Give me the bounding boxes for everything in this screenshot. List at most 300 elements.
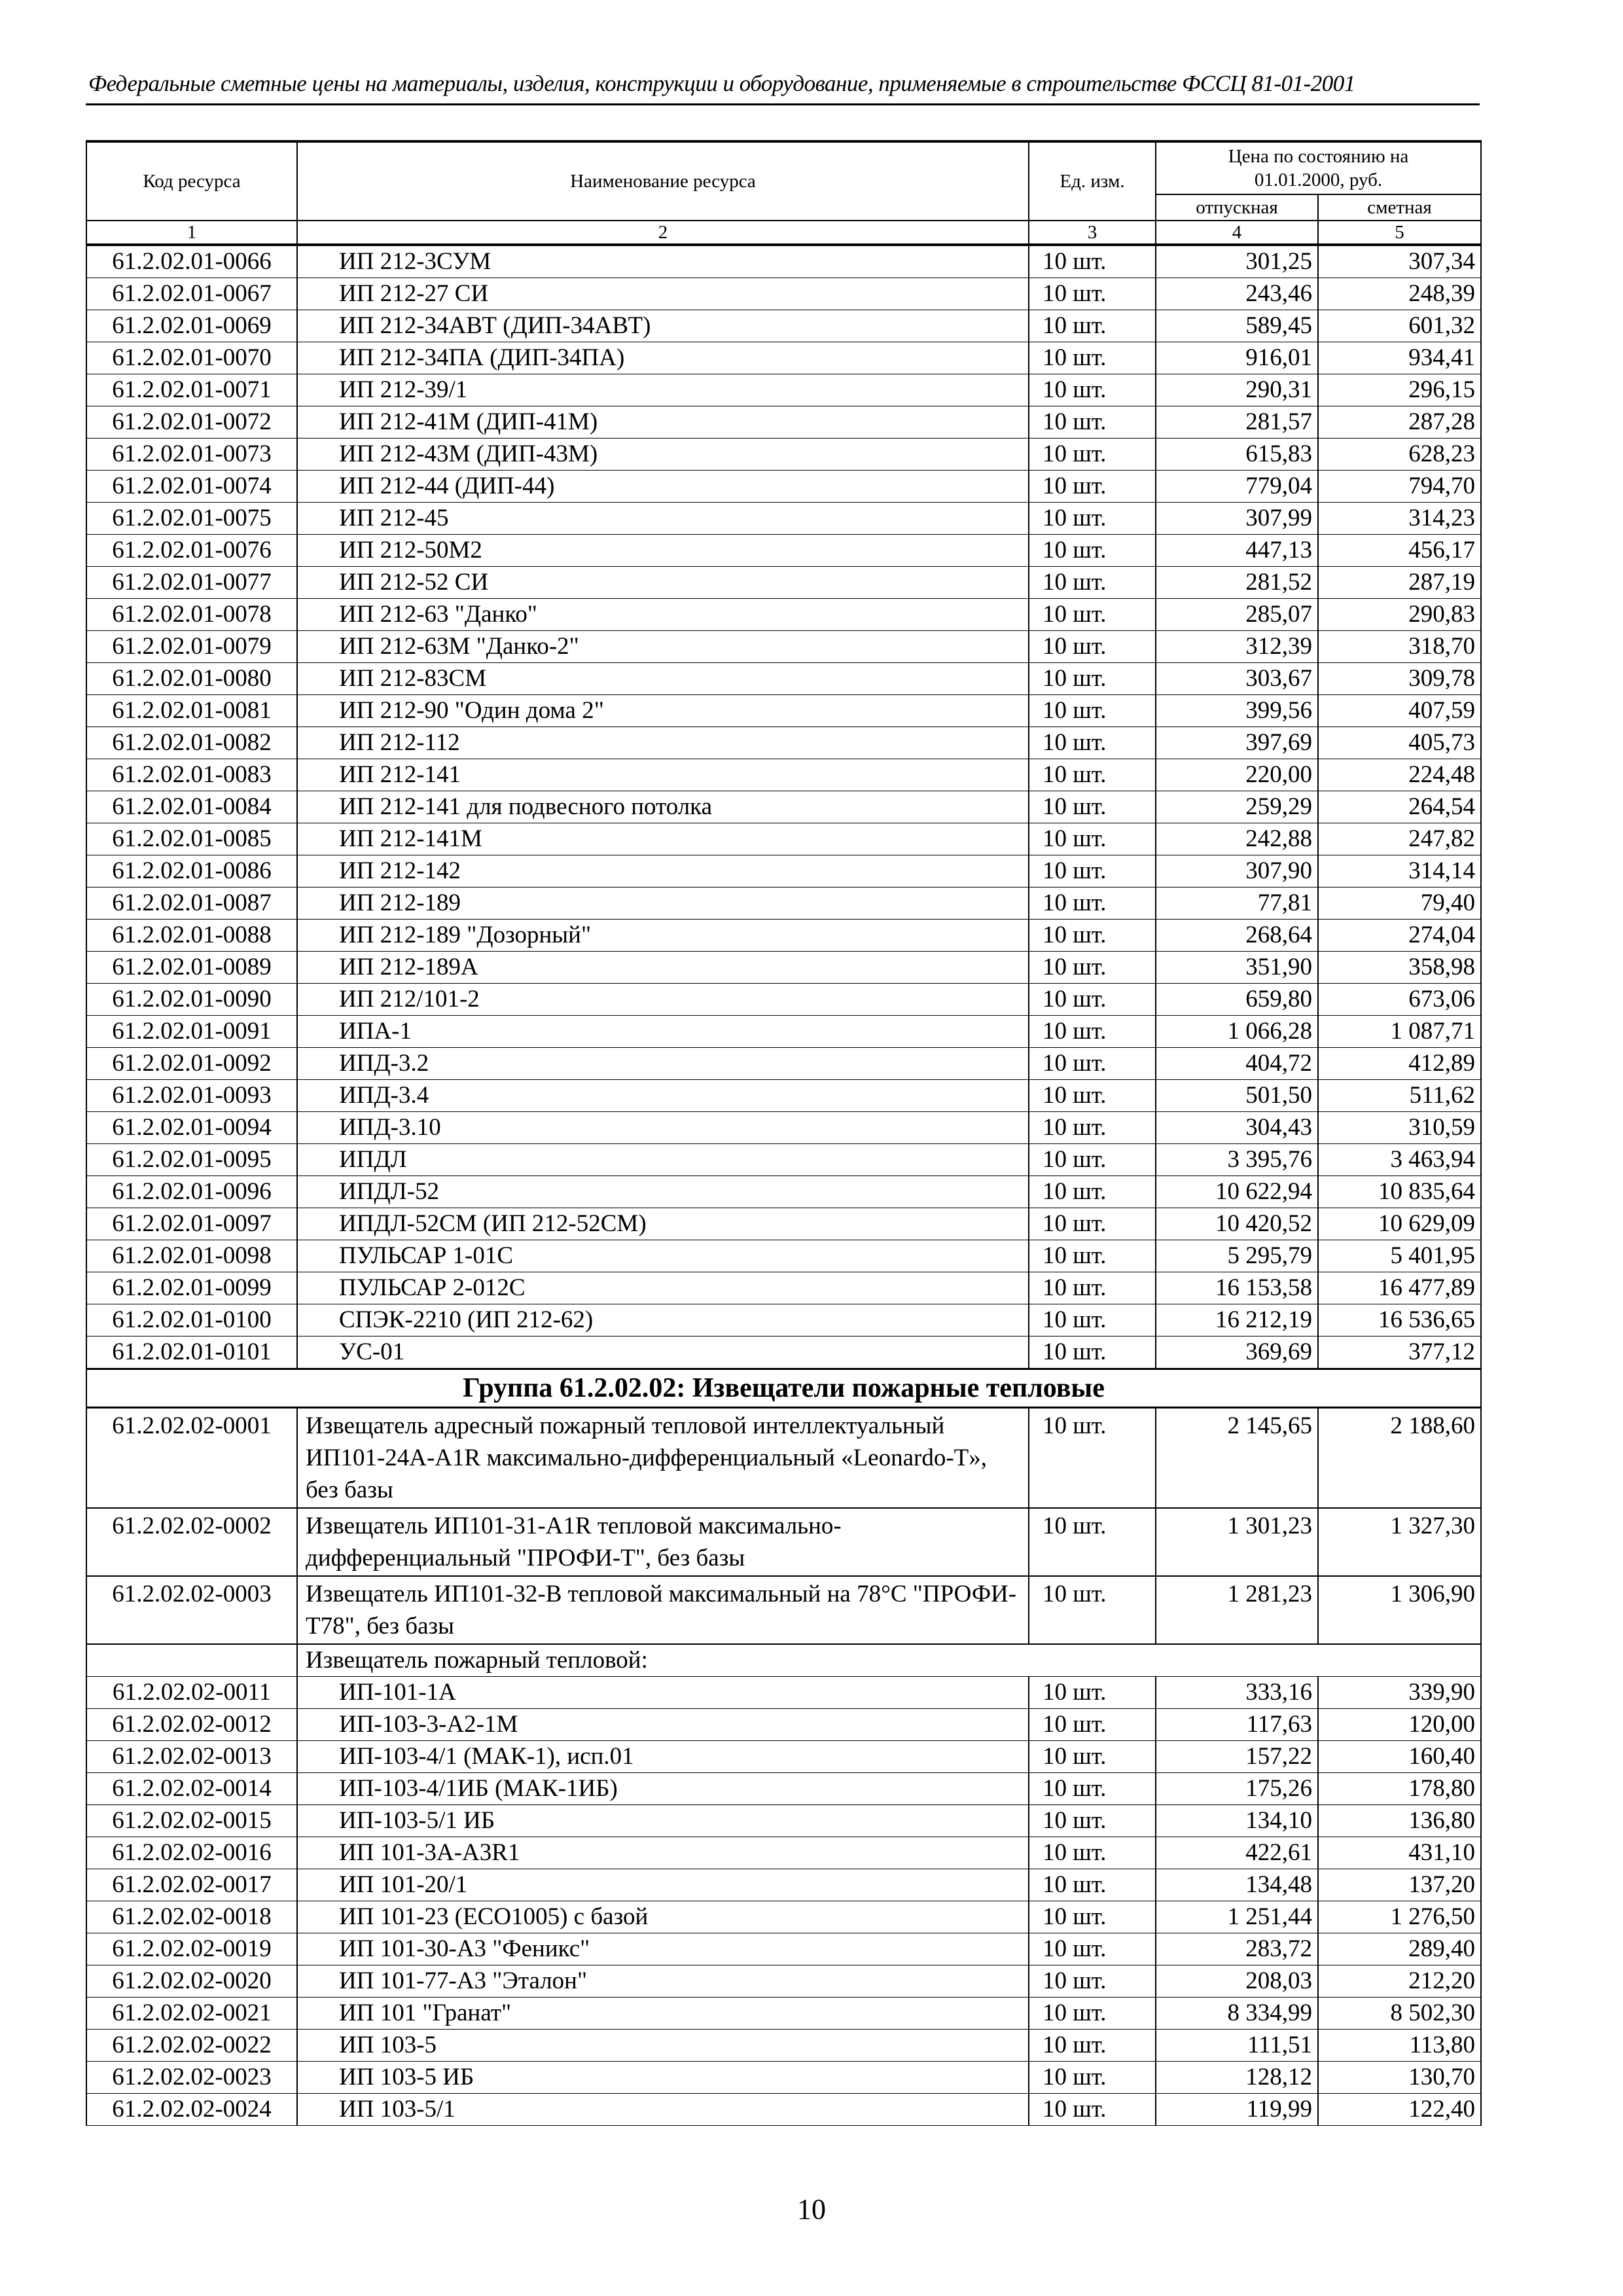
- estimate-price: 287,28: [1318, 406, 1481, 439]
- resource-name: УС-01: [297, 1336, 1029, 1369]
- unit: 10 шт.: [1029, 1016, 1156, 1048]
- resource-code: 61.2.02.02-0023: [86, 2062, 297, 2094]
- estimate-price: 130,70: [1318, 2062, 1481, 2094]
- resource-code: 61.2.02.01-0066: [86, 245, 297, 278]
- unit: 10 шт.: [1029, 1709, 1156, 1741]
- release-price: 16 212,19: [1156, 1304, 1318, 1336]
- table-row: [86, 278, 1481, 310]
- unit: 10 шт.: [1029, 1933, 1156, 1965]
- estimate-price: 296,15: [1318, 374, 1481, 406]
- resource-name: ИП 212-83СМ: [297, 663, 1029, 695]
- table-row: [86, 2094, 1481, 2126]
- table-row: [86, 1508, 1481, 1576]
- unit: 10 шт.: [1029, 631, 1156, 663]
- resource-code: 61.2.02.01-0094: [86, 1112, 297, 1144]
- table-row: [86, 599, 1481, 631]
- table-row: [86, 406, 1481, 439]
- unit: 10 шт.: [1029, 471, 1156, 503]
- resource-name: ПУЛЬСАР 2-012С: [297, 1272, 1029, 1304]
- resource-code: 61.2.02.02-0002: [86, 1508, 297, 1576]
- release-price: 10 420,52: [1156, 1208, 1318, 1240]
- resource-code: 61.2.02.02-0020: [86, 1965, 297, 1998]
- release-price: 1 281,23: [1156, 1576, 1318, 1644]
- table-row: [86, 1176, 1481, 1208]
- estimate-price: 673,06: [1318, 984, 1481, 1016]
- unit: 10 шт.: [1029, 1837, 1156, 1869]
- release-price: 10 622,94: [1156, 1176, 1318, 1208]
- resource-name: ИП-103-5/1 ИБ: [297, 1805, 1029, 1837]
- release-price: 779,04: [1156, 471, 1318, 503]
- resource-name: ИПД-3.2: [297, 1048, 1029, 1080]
- unit: 10 шт.: [1029, 888, 1156, 920]
- estimate-price: 405,73: [1318, 727, 1481, 759]
- resource-code: 61.2.02.01-0092: [86, 1048, 297, 1080]
- table-row: [86, 1965, 1481, 1998]
- unit: 10 шт.: [1029, 2062, 1156, 2094]
- unit: 10 шт.: [1029, 1408, 1156, 1509]
- unit: 10 шт.: [1029, 1272, 1156, 1304]
- resource-code: 61.2.02.01-0095: [86, 1144, 297, 1176]
- resource-name: ИП 212-141: [297, 759, 1029, 791]
- release-price: 119,99: [1156, 2094, 1318, 2126]
- release-price: 369,69: [1156, 1336, 1318, 1369]
- release-price: 281,52: [1156, 567, 1318, 599]
- estimate-price: 160,40: [1318, 1741, 1481, 1773]
- table-row: [86, 1336, 1481, 1369]
- release-price: 1 301,23: [1156, 1508, 1318, 1576]
- table-row: [86, 984, 1481, 1016]
- group-heading-row: [86, 1369, 1481, 1408]
- release-price: 259,29: [1156, 791, 1318, 823]
- resource-name: ИП 103-5 ИБ: [297, 2062, 1029, 2094]
- table-row: [86, 1773, 1481, 1805]
- resource-code: 61.2.02.02-0021: [86, 1998, 297, 2030]
- unit: 10 шт.: [1029, 567, 1156, 599]
- resource-code: 61.2.02.02-0022: [86, 2030, 297, 2062]
- unit: 10 шт.: [1029, 695, 1156, 727]
- table-row: [86, 535, 1481, 567]
- unit: 10 шт.: [1029, 1741, 1156, 1773]
- unit: 10 шт.: [1029, 1176, 1156, 1208]
- release-price: 16 153,58: [1156, 1272, 1318, 1304]
- table-row: [86, 471, 1481, 503]
- table-row: [86, 888, 1481, 920]
- release-price: 134,48: [1156, 1869, 1318, 1901]
- resource-name: ИП 212-39/1: [297, 374, 1029, 406]
- table-row: [86, 727, 1481, 759]
- estimate-price: 274,04: [1318, 920, 1481, 952]
- release-price: 301,25: [1156, 245, 1318, 278]
- resource-code: 61.2.02.02-0012: [86, 1709, 297, 1741]
- unit: 10 шт.: [1029, 791, 1156, 823]
- release-price: 397,69: [1156, 727, 1318, 759]
- table-row: [86, 952, 1481, 984]
- table-row: [86, 1709, 1481, 1741]
- release-price: 128,12: [1156, 2062, 1318, 2094]
- estimate-price: 314,14: [1318, 855, 1481, 888]
- release-price: 134,10: [1156, 1805, 1318, 1837]
- unit: 10 шт.: [1029, 439, 1156, 471]
- resource-code: 61.2.02.01-0079: [86, 631, 297, 663]
- release-price: 659,80: [1156, 984, 1318, 1016]
- table-row: [86, 1144, 1481, 1176]
- resource-name: ИПА-1: [297, 1016, 1029, 1048]
- resource-name: ИП-103-3-А2-1М: [297, 1709, 1029, 1741]
- release-price: 242,88: [1156, 823, 1318, 855]
- unit: 10 шт.: [1029, 823, 1156, 855]
- table-row: [86, 759, 1481, 791]
- unit: 10 шт.: [1029, 1144, 1156, 1176]
- resource-code: 61.2.02.01-0097: [86, 1208, 297, 1240]
- estimate-price: 456,17: [1318, 535, 1481, 567]
- resource-code: 61.2.02.01-0078: [86, 599, 297, 631]
- estimate-price: 601,32: [1318, 310, 1481, 342]
- resource-code: 61.2.02.01-0081: [86, 695, 297, 727]
- unit: 10 шт.: [1029, 1965, 1156, 1998]
- resource-name: ИП 103-5: [297, 2030, 1029, 2062]
- unit: 10 шт.: [1029, 245, 1156, 278]
- table-row: [86, 1805, 1481, 1837]
- estimate-price: 309,78: [1318, 663, 1481, 695]
- resource-name: СПЭК-2210 (ИП 212-62): [297, 1304, 1029, 1336]
- table-row: [86, 2062, 1481, 2094]
- resource-name: ИПД-3.10: [297, 1112, 1029, 1144]
- release-price: 399,56: [1156, 695, 1318, 727]
- header-price: Цена по состоянию на 01.01.2000, руб.: [1156, 141, 1481, 194]
- release-price: 8 334,99: [1156, 1998, 1318, 2030]
- subheader-row: [86, 1644, 1481, 1677]
- resource-code: 61.2.02.01-0085: [86, 823, 297, 855]
- resource-name: ИП 212-90 "Один дома 2": [297, 695, 1029, 727]
- resource-name: ИП 101-77-А3 "Эталон": [297, 1965, 1029, 1998]
- resource-code: 61.2.02.01-0074: [86, 471, 297, 503]
- resource-code: 61.2.02.01-0075: [86, 503, 297, 535]
- resource-name: Извещатель ИП101-31-А1R тепловой максимально-дифференциальный "ПРОФИ-Т", без базы: [297, 1508, 1029, 1576]
- resource-name: ИП-101-1А: [297, 1677, 1029, 1709]
- resource-code: 61.2.02.01-0083: [86, 759, 297, 791]
- resource-name: ИП 212-189 "Дозорный": [297, 920, 1029, 952]
- estimate-price: 339,90: [1318, 1677, 1481, 1709]
- unit: 10 шт.: [1029, 1677, 1156, 1709]
- unit: 10 шт.: [1029, 310, 1156, 342]
- resource-name: ИП 101-20/1: [297, 1869, 1029, 1901]
- unit: 10 шт.: [1029, 374, 1156, 406]
- resource-name: ИПДЛ: [297, 1144, 1029, 1176]
- resource-code: 61.2.02.02-0019: [86, 1933, 297, 1965]
- release-price: 589,45: [1156, 310, 1318, 342]
- estimate-price: 318,70: [1318, 631, 1481, 663]
- unit: 10 шт.: [1029, 727, 1156, 759]
- estimate-price: 290,83: [1318, 599, 1481, 631]
- unit: 10 шт.: [1029, 599, 1156, 631]
- table-row: [86, 1208, 1481, 1240]
- table-row: [86, 631, 1481, 663]
- estimate-price: 5 401,95: [1318, 1240, 1481, 1272]
- resource-name: ПУЛЬСАР 1-01С: [297, 1240, 1029, 1272]
- table-row: [86, 2030, 1481, 2062]
- resource-name: Извещатель адресный пожарный тепловой интеллектуальный ИП101-24А-А1R максимально-дифференциальный «Leonardo-T», без базы: [297, 1408, 1029, 1509]
- release-price: 111,51: [1156, 2030, 1318, 2062]
- unit: 10 шт.: [1029, 952, 1156, 984]
- table-row: [86, 663, 1481, 695]
- estimate-price: 307,34: [1318, 245, 1481, 278]
- estimate-price: 16 477,89: [1318, 1272, 1481, 1304]
- resource-code: 61.2.02.01-0086: [86, 855, 297, 888]
- estimate-price: 122,40: [1318, 2094, 1481, 2126]
- table-row: [86, 1048, 1481, 1080]
- estimate-price: 8 502,30: [1318, 1998, 1481, 2030]
- table-row: [86, 1741, 1481, 1773]
- release-price: 281,57: [1156, 406, 1318, 439]
- resource-name: ИПДЛ-52: [297, 1176, 1029, 1208]
- release-price: 2 145,65: [1156, 1408, 1318, 1509]
- resource-code: 61.2.02.01-0099: [86, 1272, 297, 1304]
- release-price: 303,67: [1156, 663, 1318, 695]
- unit: 10 шт.: [1029, 1869, 1156, 1901]
- resource-code: 61.2.02.01-0101: [86, 1336, 297, 1369]
- table-row: [86, 374, 1481, 406]
- estimate-price: 264,54: [1318, 791, 1481, 823]
- resource-code: 61.2.02.02-0013: [86, 1741, 297, 1773]
- resource-name: ИП 212-3СУМ: [297, 245, 1029, 278]
- unit: 10 шт.: [1029, 406, 1156, 439]
- running-header: Федеральные сметные цены на материалы, изделия, конструкции и оборудование, применяемые в строительстве ФССЦ 81-01-2001: [88, 71, 1355, 96]
- resource-name: ИП 212-189: [297, 888, 1029, 920]
- resource-name: ИП 212-142: [297, 855, 1029, 888]
- estimate-price: 212,20: [1318, 1965, 1481, 1998]
- release-price: 404,72: [1156, 1048, 1318, 1080]
- release-price: 283,72: [1156, 1933, 1318, 1965]
- empty-code-cell: [86, 1644, 297, 1677]
- table-row: [86, 342, 1481, 374]
- resource-code: 61.2.02.02-0003: [86, 1576, 297, 1644]
- header-unit: Ед. изм.: [1029, 141, 1156, 221]
- unit: 10 шт.: [1029, 855, 1156, 888]
- resource-code: 61.2.02.01-0072: [86, 406, 297, 439]
- unit: 10 шт.: [1029, 984, 1156, 1016]
- unit: 10 шт.: [1029, 1048, 1156, 1080]
- resource-name: ИПД-3.4: [297, 1080, 1029, 1112]
- estimate-price: 113,80: [1318, 2030, 1481, 2062]
- header-name: Наименование ресурса: [297, 141, 1029, 221]
- price-table: [86, 140, 1482, 2126]
- table-row: [86, 245, 1481, 278]
- release-price: 220,00: [1156, 759, 1318, 791]
- table-row: [86, 1080, 1481, 1112]
- group-heading: Группа 61.2.02.02: Извещатели пожарные тепловые: [86, 1369, 1481, 1408]
- unit: 10 шт.: [1029, 278, 1156, 310]
- resource-code: 61.2.02.01-0096: [86, 1176, 297, 1208]
- release-price: 615,83: [1156, 439, 1318, 471]
- unit: 10 шт.: [1029, 1998, 1156, 2030]
- release-price: 175,26: [1156, 1773, 1318, 1805]
- estimate-price: 511,62: [1318, 1080, 1481, 1112]
- estimate-price: 377,12: [1318, 1336, 1481, 1369]
- resource-code: 61.2.02.01-0069: [86, 310, 297, 342]
- resource-code: 61.2.02.02-0017: [86, 1869, 297, 1901]
- resource-name: ИП 212-52 СИ: [297, 567, 1029, 599]
- table-row: [86, 1901, 1481, 1933]
- resource-name: ИП 212-112: [297, 727, 1029, 759]
- estimate-price: 794,70: [1318, 471, 1481, 503]
- table-row: [86, 695, 1481, 727]
- resource-name: ИП 212-41М (ДИП-41М): [297, 406, 1029, 439]
- resource-code: 61.2.02.02-0015: [86, 1805, 297, 1837]
- table-row: [86, 439, 1481, 471]
- estimate-price: 16 536,65: [1318, 1304, 1481, 1336]
- release-price: 307,99: [1156, 503, 1318, 535]
- resource-name: ИП 212-34АВТ (ДИП-34АВТ): [297, 310, 1029, 342]
- estimate-price: 248,39: [1318, 278, 1481, 310]
- table-row: [86, 1272, 1481, 1304]
- table-row: [86, 1112, 1481, 1144]
- estimate-price: 628,23: [1318, 439, 1481, 471]
- table-row: [86, 1240, 1481, 1272]
- resource-name: ИП 212-43М (ДИП-43М): [297, 439, 1029, 471]
- table-row: [86, 920, 1481, 952]
- estimate-price: 1 087,71: [1318, 1016, 1481, 1048]
- resource-name: Извещатель ИП101-32-В тепловой максимальный на 78°С "ПРОФИ-Т78", без базы: [297, 1576, 1029, 1644]
- resource-code: 61.2.02.01-0084: [86, 791, 297, 823]
- resource-code: 61.2.02.01-0073: [86, 439, 297, 471]
- estimate-price: 1 327,30: [1318, 1508, 1481, 1576]
- table-row: [86, 1869, 1481, 1901]
- resource-name: ИП 212-45: [297, 503, 1029, 535]
- resource-name: ИП 212-63 "Данко": [297, 599, 1029, 631]
- resource-name: ИП-103-4/1 (МАК-1), исп.01: [297, 1741, 1029, 1773]
- estimate-price: 136,80: [1318, 1805, 1481, 1837]
- unit: 10 шт.: [1029, 1508, 1156, 1576]
- resource-name: ИП 101-3А-А3R1: [297, 1837, 1029, 1869]
- resource-name: ИПДЛ-52СМ (ИП 212-52СМ): [297, 1208, 1029, 1240]
- unit: 10 шт.: [1029, 1773, 1156, 1805]
- release-price: 916,01: [1156, 342, 1318, 374]
- unit: 10 шт.: [1029, 503, 1156, 535]
- resource-code: 61.2.02.01-0087: [86, 888, 297, 920]
- estimate-price: 412,89: [1318, 1048, 1481, 1080]
- table-row: [86, 1933, 1481, 1965]
- estimate-price: 10 835,64: [1318, 1176, 1481, 1208]
- header-rule: [86, 103, 1480, 105]
- estimate-price: 934,41: [1318, 342, 1481, 374]
- release-price: 117,63: [1156, 1709, 1318, 1741]
- column-number: 1: [86, 221, 297, 245]
- resource-code: 61.2.02.02-0001: [86, 1408, 297, 1509]
- unit: 10 шт.: [1029, 1576, 1156, 1644]
- estimate-price: 137,20: [1318, 1869, 1481, 1901]
- unit: 10 шт.: [1029, 1304, 1156, 1336]
- table-row: [86, 1304, 1481, 1336]
- table-row: [86, 791, 1481, 823]
- table-row: [86, 1016, 1481, 1048]
- column-number: 4: [1156, 221, 1318, 245]
- resource-name: ИП 212-34ПА (ДИП-34ПА): [297, 342, 1029, 374]
- unit: 10 шт.: [1029, 2094, 1156, 2126]
- release-price: 1 251,44: [1156, 1901, 1318, 1933]
- resource-code: 61.2.02.01-0076: [86, 535, 297, 567]
- resource-code: 61.2.02.02-0014: [86, 1773, 297, 1805]
- resource-code: 61.2.02.01-0100: [86, 1304, 297, 1336]
- unit: 10 шт.: [1029, 342, 1156, 374]
- release-price: 208,03: [1156, 1965, 1318, 1998]
- column-number: 3: [1029, 221, 1156, 245]
- resource-code: 61.2.02.02-0011: [86, 1677, 297, 1709]
- header-release-price: отпускная: [1156, 194, 1318, 221]
- resource-name: ИП-103-4/1ИБ (МАК-1ИБ): [297, 1773, 1029, 1805]
- resource-name: ИП 212/101-2: [297, 984, 1029, 1016]
- resource-code: 61.2.02.01-0098: [86, 1240, 297, 1272]
- release-price: 422,61: [1156, 1837, 1318, 1869]
- resource-name: ИП 101-30-А3 "Феникс": [297, 1933, 1029, 1965]
- page-number: 10: [797, 2193, 826, 2225]
- estimate-price: 314,23: [1318, 503, 1481, 535]
- estimate-price: 407,59: [1318, 695, 1481, 727]
- estimate-price: 1 306,90: [1318, 1576, 1481, 1644]
- estimate-price: 79,40: [1318, 888, 1481, 920]
- release-price: 307,90: [1156, 855, 1318, 888]
- release-price: 157,22: [1156, 1741, 1318, 1773]
- resource-name: ИП 212-50М2: [297, 535, 1029, 567]
- release-price: 268,64: [1156, 920, 1318, 952]
- resource-code: 61.2.02.01-0080: [86, 663, 297, 695]
- table-row: [86, 855, 1481, 888]
- resource-code: 61.2.02.01-0067: [86, 278, 297, 310]
- release-price: 285,07: [1156, 599, 1318, 631]
- unit: 10 шт.: [1029, 1901, 1156, 1933]
- estimate-price: 287,19: [1318, 567, 1481, 599]
- table-body: [86, 245, 1481, 2126]
- resource-name: ИП 212-141 для подвесного потолка: [297, 791, 1029, 823]
- header-estimate-price: сметная: [1318, 194, 1481, 221]
- resource-code: 61.2.02.01-0070: [86, 342, 297, 374]
- estimate-price: 224,48: [1318, 759, 1481, 791]
- unit: 10 шт.: [1029, 1080, 1156, 1112]
- release-price: 290,31: [1156, 374, 1318, 406]
- resource-code: 61.2.02.01-0082: [86, 727, 297, 759]
- release-price: 447,13: [1156, 535, 1318, 567]
- table-row: [86, 823, 1481, 855]
- resource-code: 61.2.02.01-0090: [86, 984, 297, 1016]
- resource-name: ИП 212-141М: [297, 823, 1029, 855]
- estimate-price: 289,40: [1318, 1933, 1481, 1965]
- estimate-price: 3 463,94: [1318, 1144, 1481, 1176]
- resource-code: 61.2.02.01-0089: [86, 952, 297, 984]
- unit: 10 шт.: [1029, 663, 1156, 695]
- resource-code: 61.2.02.01-0077: [86, 567, 297, 599]
- resource-code: 61.2.02.01-0091: [86, 1016, 297, 1048]
- unit: 10 шт.: [1029, 920, 1156, 952]
- unit: 10 шт.: [1029, 759, 1156, 791]
- resource-name: ИП 212-189А: [297, 952, 1029, 984]
- header-code: Код ресурса: [86, 141, 297, 221]
- table-row: [86, 1677, 1481, 1709]
- estimate-price: 358,98: [1318, 952, 1481, 984]
- table-row: [86, 1576, 1481, 1644]
- resource-name: ИП 103-5/1: [297, 2094, 1029, 2126]
- resource-name: ИП 101 "Гранат": [297, 1998, 1029, 2030]
- unit: 10 шт.: [1029, 1336, 1156, 1369]
- release-price: 304,43: [1156, 1112, 1318, 1144]
- resource-code: 61.2.02.01-0093: [86, 1080, 297, 1112]
- unit: 10 шт.: [1029, 535, 1156, 567]
- resource-name: ИП 212-27 СИ: [297, 278, 1029, 310]
- resource-code: 61.2.02.01-0088: [86, 920, 297, 952]
- release-price: 3 395,76: [1156, 1144, 1318, 1176]
- table-row: [86, 310, 1481, 342]
- release-price: 312,39: [1156, 631, 1318, 663]
- table-row: [86, 503, 1481, 535]
- estimate-price: 120,00: [1318, 1709, 1481, 1741]
